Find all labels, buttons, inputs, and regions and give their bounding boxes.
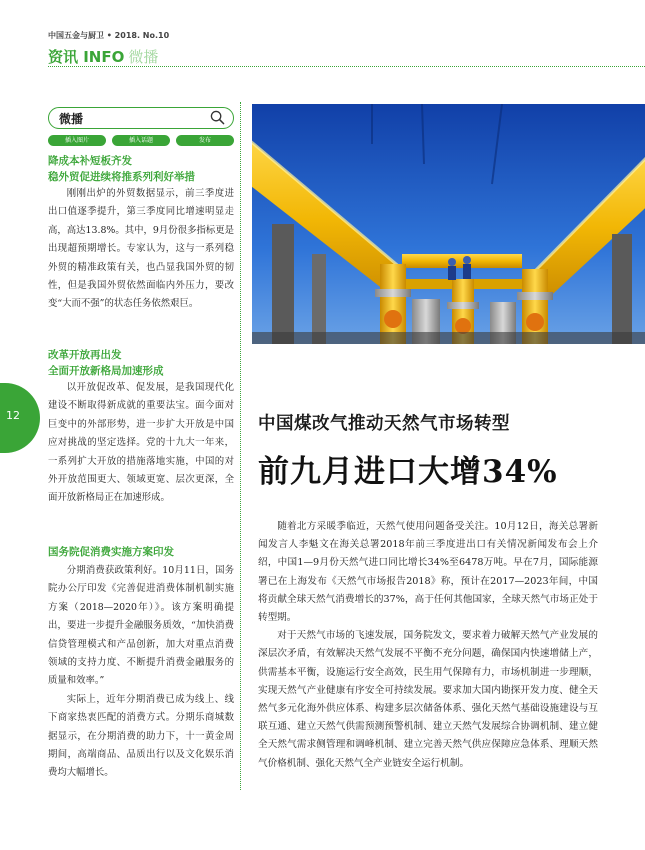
brief-2-subheading: 全面开放新格局加速形成 [48, 365, 164, 377]
article-title-line-1: 中国煤改气推动天然气市场转型 [258, 414, 510, 434]
pipeline-illustration [252, 104, 645, 344]
insert-image-button[interactable]: 插入图片 [48, 135, 106, 146]
page-number: 12 [6, 409, 20, 422]
brief-2-body: 以开放促改革、促发展，是我国现代化建设不断取得新成就的重要法宝。面今面对巨变中的外部形势，进一步扩大开放是中国应对挑战的坚定选择。党的十九大一年来，一系列扩大开放的措施落地实施，中国的对外开放范围更大、领域更宽、层次更深，全面开放新格局正在加速形成。 [48, 382, 234, 504]
section-title-sub: 微播 [128, 48, 159, 66]
brief-1-subheading: 稳外贸促进续将推系列利好举措 [48, 171, 195, 183]
brief-1-body: 刚刚出炉的外贸数据显示，前三季度进出口值逐季提升，第三季度同比增速明显走高，高达13.8%。其中，9月份很多指标更是出现超预期增长。专家认为，这与一系列稳外贸的精准政策有关，也凸显我国外贸的韧性，但是我国外贸依然面临内外压力，要改变“大而不强”的状态任务依然艰巨。 [48, 188, 234, 310]
column-divider [240, 102, 241, 790]
magazine-header: 中国五金与厨卫 • 2018. No.10 [48, 31, 170, 40]
search-icon[interactable] [210, 110, 225, 125]
publish-button[interactable]: 发布 [176, 135, 234, 146]
brief-2-heading: 改革开放再出发 [48, 349, 122, 361]
brief-3-heading: 国务院促消费实施方案印发 [48, 546, 174, 558]
brief-2 [48, 347, 234, 508]
article-paragraph-1: 随着北方采暖季临近，天然气使用问题备受关注。10月12日，海关总署新闻发言人李魁文在海关总署2018年前三季度进出口有关情况新闻发布会上介绍，中国1—9月份天然气进口同比增长34%至6478万吨。早在7月，国际能源署已在上海发布《天然气市场报告2018》称，预计在2017—2023年间，中国将贡献全球天然气消费增长的37%，高于任何其他国家，全球天然气市场正处于转型期。 [258, 521, 598, 624]
article-paragraph-2: 对于天然气市场的飞速发展，国务院发文，要求着力破解天然气产业发展的深层次矛盾，有效解决天然气发展不平衡不充分问题，确保国内快速增储上产，供需基本平衡，设施运行安全高效，民生用气保障有力，市场机制进一步理顺，实现天然气产业健康有序安全可持续发展。要求加大国内勘探开发力度、健全天然气多元化海外供应体系、构建多层次储备体系、强化天然气基础设施建设与互联互通、建立天然气供需预测预警机制、建立天然气发展综合协调机制、建立健全天然气需求侧管理和调峰机制、建立完善天然气供应保障应急体系、理顺天然气价格机制、强化天然气全产业链安全运行机制。 [258, 630, 598, 769]
search-label: 微播 [59, 112, 84, 126]
article-title-line-2: 前九月进口大增34% [258, 454, 558, 490]
gas-pipeline-photo [252, 104, 645, 344]
header-divider [48, 66, 645, 67]
search-box[interactable] [48, 107, 234, 129]
brief-1-heading: 降成本补短板齐发 [48, 155, 132, 167]
brief-1 [48, 153, 234, 314]
brief-3 [48, 544, 234, 783]
insert-topic-button[interactable]: 插入话题 [112, 135, 170, 146]
article-body [258, 518, 598, 773]
section-title-main: 资讯 INFO [48, 48, 125, 66]
section-title [48, 46, 158, 67]
brief-3-body-2: 实际上，近年分期消费已成为线上、线下商家热衷匹配的消费方式。分期乐商城数据显示，在分期消费的助力下，十一黄金周期间，高端商品、品质出行以及文化娱乐消费均大幅增长。 [48, 693, 234, 779]
brief-3-body-1: 分期消费获政策利好。10月11日，国务院办公厅印发《完善促进消费体制机制实施方案（2018—2020年）》。该方案明确提出，要进一步提升金融服务质效，“加快消费信贷管理模式和产品创新，加大对重点消费领域的支持力度、不断提升消费金融服务的质量和效率。” [48, 565, 234, 687]
